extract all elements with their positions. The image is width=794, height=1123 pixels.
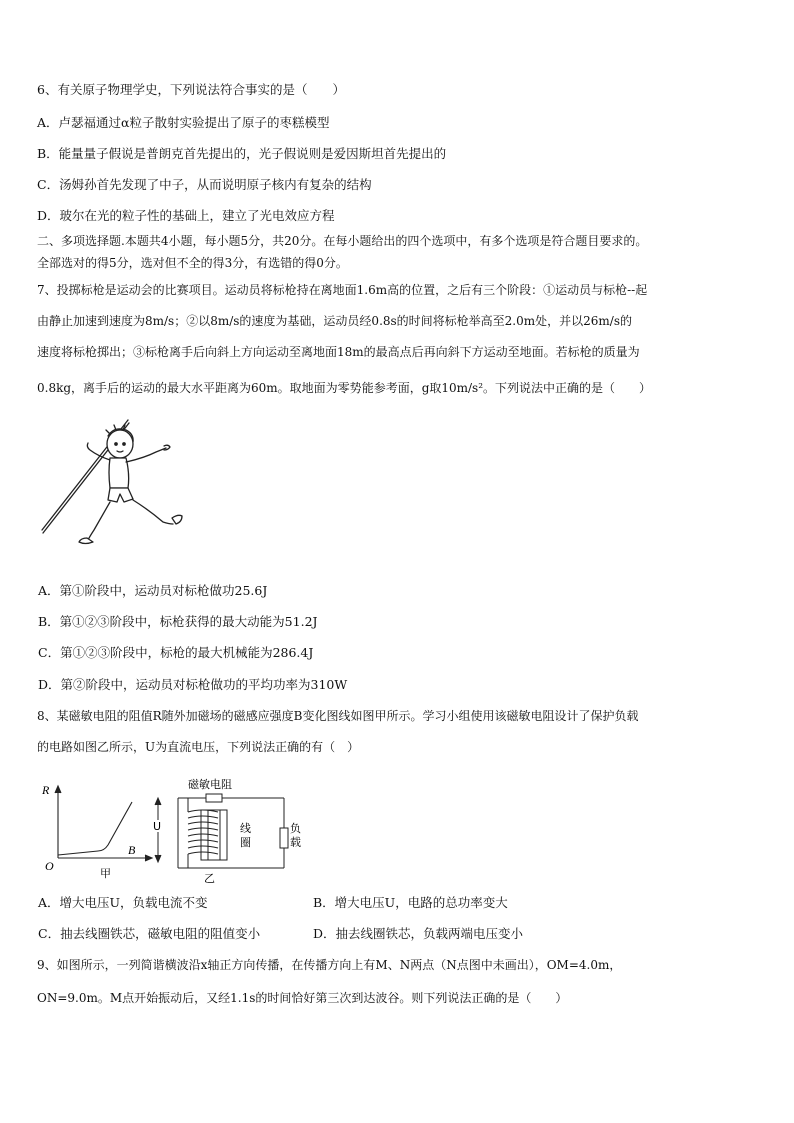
graph-y-label: R	[42, 783, 50, 797]
section2-line1: 二、多项选择题.本题共4小题，每小题5分，共20分。在每小题给出的四个选项中，有多个选项是符合题目要求的。	[37, 234, 648, 248]
q7-line4: 0.8kg，离手后的运动的最大水平距离为60m。取地面为零势能参考面，g取10m/s²。下列说法中正确的是（ ）	[37, 381, 652, 395]
q8-option-a: A．增大电压U，负载电流不变	[38, 895, 208, 910]
q8-option-d: D．抽去线圈铁芯，负载两端电压变小	[313, 926, 524, 941]
q7-option-d: D．第②阶段中，运动员对标枪做功的平均功率为310W	[38, 677, 348, 692]
load-label-1: 负	[290, 822, 301, 835]
q8-option-b: B．增大电压U，电路的总功率变大	[313, 895, 508, 910]
coil-label-1: 线	[240, 822, 251, 835]
q6-option-c: C．汤姆孙首先发现了中子，从而说明原子核内有复杂的结构	[37, 177, 372, 192]
coil-label-2: 圈	[240, 836, 251, 849]
graph-x-label: B	[128, 843, 136, 857]
q7-line3: 速度将标枪掷出；③标枪离手后向斜上方向运动至离地面18m的最高点后再向斜下方运动至地面。若标枪的质量为	[37, 345, 640, 359]
section2-line2: 全部选对的得5分，选对但不全的得3分，有选错的得0分。	[37, 256, 348, 270]
q7-line2: 由静止加速到速度为8m/s；②以8m/s的速度为基础，运动员经0.8s的时间将标枪举高至2.0m处，并以26m/s的	[37, 314, 632, 328]
q6-option-d: D．玻尔在光的粒子性的基础上，建立了光电效应方程	[37, 208, 335, 223]
voltage-u-label: U	[153, 820, 162, 833]
q6-stem: 6、有关原子物理学史，下列说法符合事实的是（ ）	[37, 82, 345, 97]
q6-option-b: B．能量量子假说是普朗克首先提出的，光子假说则是爱因斯坦首先提出的	[37, 146, 447, 161]
q7-line1: 7、投掷标枪是运动会的比赛项目。运动员将标枪持在离地面1.6m高的位置，之后有三个阶段：①运动员与标枪--起	[37, 283, 648, 297]
figure-jia-caption: 甲	[100, 867, 111, 880]
q7-option-c: C．第①②③阶段中，标枪的最大机械能为286.4J	[38, 645, 314, 660]
javelin-thrower-illustration	[38, 418, 188, 548]
q6-option-a: A．卢瑟福通过α粒子散射实验提出了原子的枣糕模型	[37, 115, 330, 130]
q8-line2: 的电路如图乙所示，U为直流电压，下列说法正确的有（ ）	[37, 740, 360, 754]
q8-option-c: C．抽去线圈铁芯，磁敏电阻的阻值变小	[38, 926, 261, 941]
q7-option-a: A．第①阶段中，运动员对标枪做功25.6J	[38, 583, 268, 598]
load-label-2: 载	[290, 836, 301, 849]
graph-origin-label: O	[45, 859, 54, 873]
q9-line2: ON=9.0m。M点开始振动后，又经1.1s的时间恰好第三次到达波谷。则下列说法正确的是（ ）	[37, 991, 568, 1005]
q7-option-b: B．第①②③阶段中，标枪获得的最大动能为51.2J	[38, 614, 318, 629]
figure-yi-caption: 乙	[204, 872, 215, 884]
figure-jia-r-b-graph	[40, 780, 160, 880]
q9-line1: 9、如图所示，一列简谐横波沿x轴正方向传播，在传播方向上有M、N两点（N点图中未画出），OM=4.0m，	[37, 958, 622, 972]
figure-yi-circuit	[146, 776, 316, 884]
q8-line1: 8、某磁敏电阻的阻值R随外加磁场的磁感应强度B变化图线如图甲所示。学习小组使用该磁敏电阻设计了保护负载	[37, 709, 639, 723]
magnetoresistor-label: 磁敏电阻	[188, 778, 232, 791]
